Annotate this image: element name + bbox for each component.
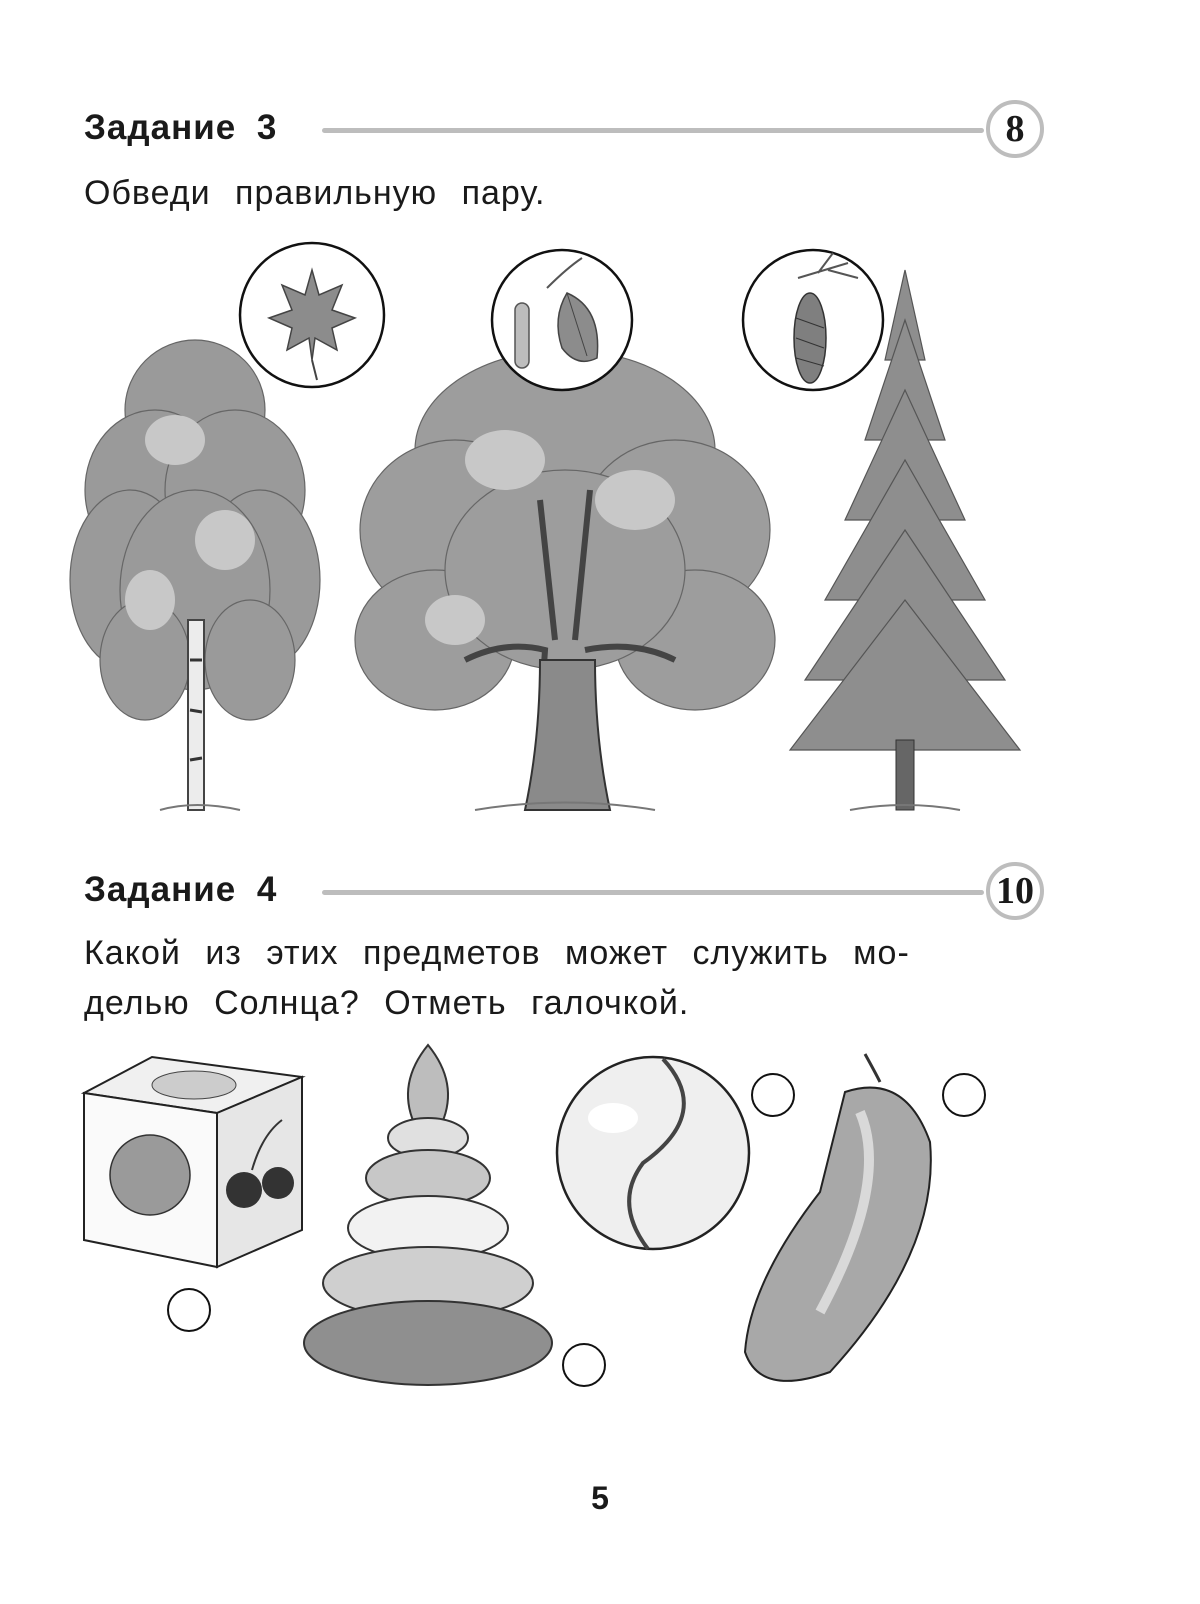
- task3-title: Задание 3: [84, 108, 278, 147]
- task4-title: Задание 4: [84, 870, 278, 909]
- task4-divider: [322, 890, 984, 895]
- pine-cone-icon[interactable]: [738, 248, 888, 393]
- task3-score-badge: 8: [986, 100, 1044, 158]
- task4-instruction: Какой из этих предметов может служить мо- делью Солнца? Отметь галочкой.: [84, 934, 910, 1022]
- task3-instruction: Обведи правильную пару.: [84, 174, 546, 212]
- cucumber-icon: [740, 1052, 945, 1387]
- answer-circle-cube[interactable]: [167, 1288, 211, 1332]
- ball-icon: [553, 1053, 753, 1253]
- toy-cube-icon: [82, 1055, 307, 1270]
- stacking-pyramid-icon: [302, 1043, 554, 1393]
- task3-header: [84, 100, 1044, 160]
- birch-tree-icon[interactable]: [60, 320, 330, 840]
- answer-circle-pyramid[interactable]: [562, 1343, 606, 1387]
- oak-tree-icon[interactable]: [355, 340, 775, 830]
- task4-header: [84, 862, 1044, 922]
- answer-circle-cucumber[interactable]: [942, 1073, 986, 1117]
- birch-leaf-catkin-icon[interactable]: [487, 248, 637, 393]
- task4-score-badge: 10: [986, 862, 1044, 920]
- task3-divider: [322, 128, 984, 133]
- page-number: 5: [591, 1480, 609, 1516]
